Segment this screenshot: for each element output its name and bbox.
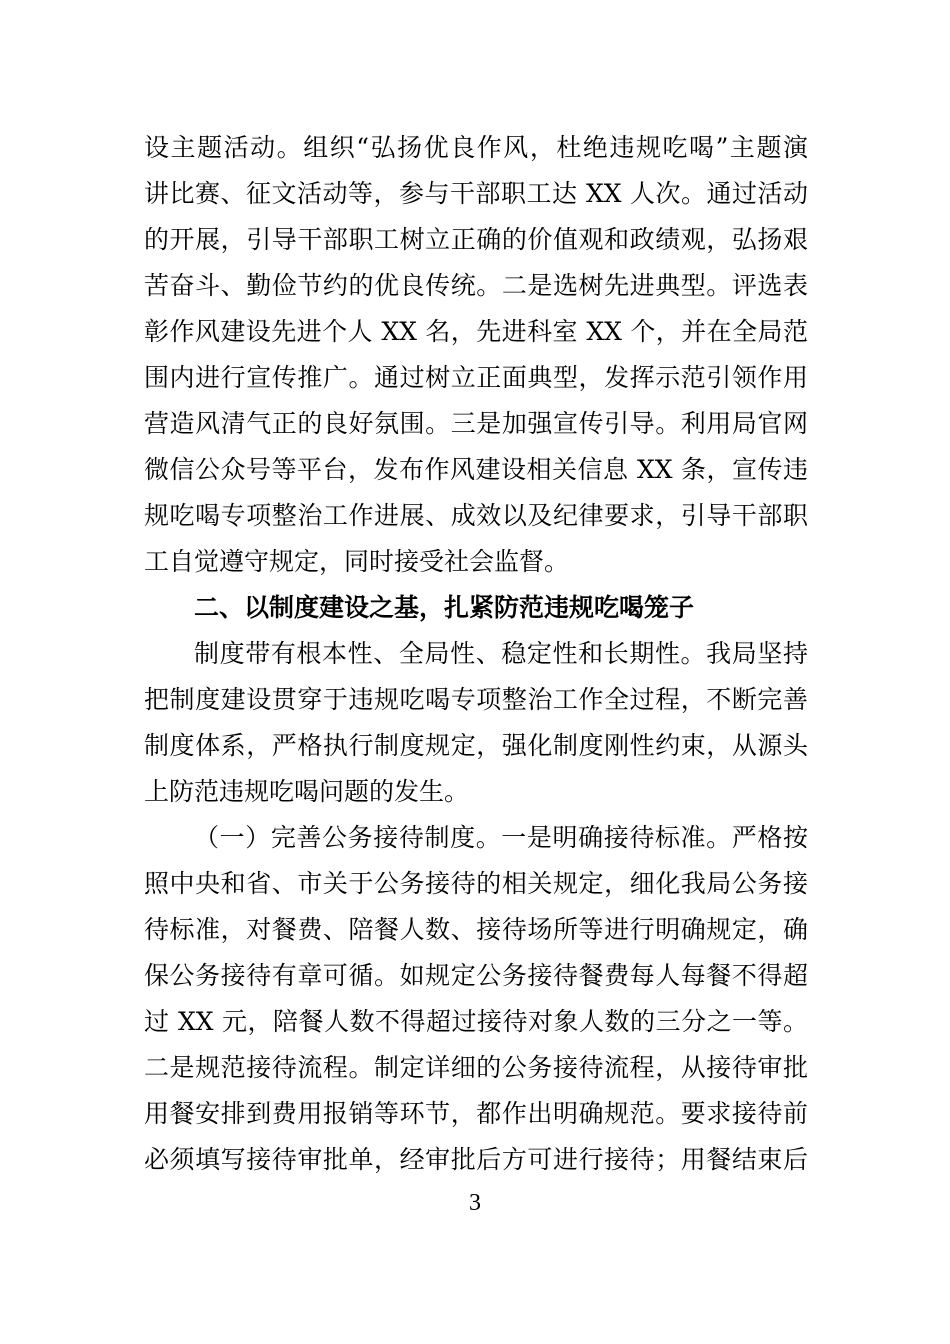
body-text-line: 讲比赛、征文活动等，参与干部职工达 XX 人次。通过活动 (144, 179, 808, 208)
subsection-text-line: （一）完善公务接待制度。一是明确接待标准。严格按 (194, 823, 808, 852)
body-text-line: 过 XX 元，陪餐人数不得超过接待对象人数的三分之一等。 (144, 1007, 808, 1036)
body-text-line: 苦奋斗、勤俭节约的优良传统。二是选树先进典型。评选表 (144, 271, 808, 300)
section-heading: 二、以制度建设之基，扎紧防范违规吃喝笼子 (194, 593, 695, 622)
body-text-line: 照中央和省、市关于公务接待的相关规定，细化我局公务接 (144, 869, 808, 898)
body-text-line: 待标准，对餐费、陪餐人数、接待场所等进行明确规定，确 (144, 915, 808, 944)
body-text-line: 营造风清气正的良好氛围。三是加强宣传引导。利用局官网 (144, 409, 808, 438)
body-text-line: 用餐安排到费用报销等环节，都作出明确规范。要求接待前 (144, 1099, 808, 1128)
body-text-line: 围内进行宣传推广。通过树立正面典型，发挥示范引领作用 (144, 363, 808, 392)
body-text-line: 彰作风建设先进个人 XX 名，先进科室 XX 个，并在全局范 (144, 317, 808, 346)
body-text-line: 上防范违规吃喝问题的发生。 (144, 777, 470, 806)
body-text-line: 必须填写接待审批单，经审批后方可进行接待；用餐结束后 (144, 1145, 808, 1174)
body-text-line: 微信公众号等平台，发布作风建设相关信息 XX 条，宣传违 (144, 455, 808, 484)
body-text-line: 二是规范接待流程。制定详细的公务接待流程，从接待审批 (144, 1053, 808, 1082)
body-text-line: 工自觉遵守规定，同时接受社会监督。 (144, 547, 570, 576)
body-text-line: 的开展，引导干部职工树立正确的价值观和政绩观，弘扬艰 (144, 225, 808, 254)
body-text-line: 制度体系，严格执行制度规定，强化制度刚性约束，从源头 (144, 731, 808, 760)
body-text-line: 制度带有根本性、全局性、稳定性和长期性。我局坚持 (194, 639, 808, 668)
body-text-line: 规吃喝专项整治工作进展、成效以及纪律要求，引导干部职 (144, 501, 808, 530)
body-text-line: 把制度建设贯穿于违规吃喝专项整治工作全过程，不断完善 (144, 685, 808, 714)
body-text-line: 保公务接待有章可循。如规定公务接待餐费每人每餐不得超 (144, 961, 808, 990)
body-text-line: 设主题活动。组织“弘扬优良作风，杜绝违规吃喝”主题演 (144, 133, 808, 162)
page-number: 3 (469, 1190, 481, 1216)
